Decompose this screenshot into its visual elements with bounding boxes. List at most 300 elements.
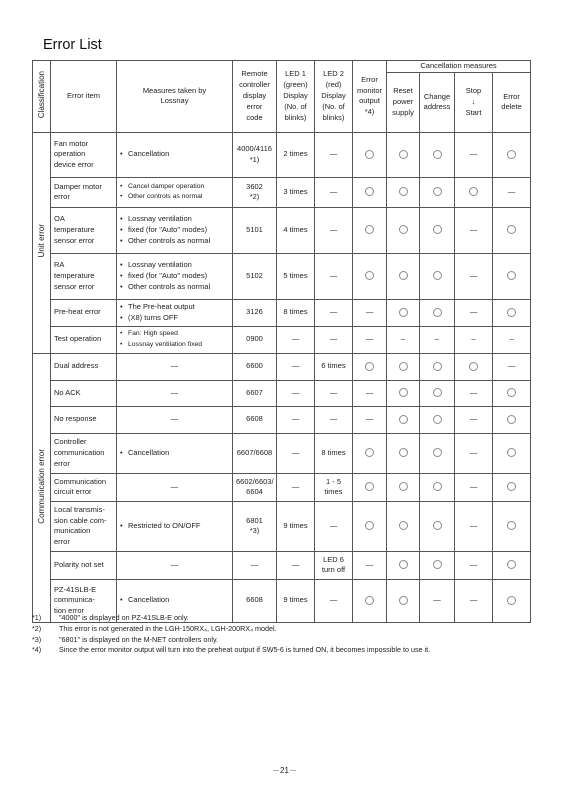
circle-mark-icon [507, 448, 516, 457]
remote-code-cell [233, 132, 277, 177]
dash-mark: — [469, 481, 478, 491]
remote-code-cell [233, 551, 277, 579]
text-line: sensor error [54, 235, 95, 245]
text-line: Pre-heat error [54, 307, 101, 317]
dash-mark: — [170, 387, 179, 397]
error-delete-cell [493, 177, 531, 207]
circle-mark-icon [365, 187, 374, 196]
text-line: communication [54, 447, 105, 457]
measure-item: • (X8) turns OFF [120, 313, 229, 324]
led2-cell: — [315, 406, 353, 433]
text-line: (green) [283, 80, 308, 90]
table-row [33, 253, 531, 299]
reset-power-cell [387, 353, 420, 380]
footnote-key: *1) [32, 613, 42, 622]
circle-mark-icon [433, 448, 442, 457]
error-delete-cell [493, 326, 531, 353]
text-line: code [246, 112, 263, 122]
text-line: blinks) [322, 112, 345, 122]
circle-mark-icon [469, 187, 478, 196]
text-line: blinks) [284, 112, 307, 122]
error-item-cell [51, 551, 117, 579]
dash-mark: — [469, 520, 478, 530]
header-cancellation-measures: Cancellation measures [387, 61, 531, 73]
circle-mark-icon [365, 271, 374, 280]
error-item-cell [51, 299, 117, 326]
text-line: supply [392, 107, 414, 117]
circle-mark-icon [399, 482, 408, 491]
circle-mark-icon [433, 482, 442, 491]
dash-mark: — [507, 361, 516, 371]
text-line: 6801 [246, 515, 263, 525]
circle-mark-icon [433, 271, 442, 280]
error-item-cell [51, 406, 117, 433]
header-led2 [315, 61, 353, 133]
circle-mark-icon [365, 362, 374, 371]
monitor-output-cell [353, 501, 387, 551]
footnotes [32, 613, 542, 656]
measures-cell [117, 501, 233, 551]
measure-item: • fixed (for "Auto" modes) [120, 271, 229, 282]
text-line: Stop [465, 86, 482, 96]
error-item-cell [51, 253, 117, 299]
stop-start-cell [455, 406, 493, 433]
remote-code-cell [233, 353, 277, 380]
classification-cell [33, 132, 51, 353]
text-line: controller [239, 80, 270, 90]
measures-cell [117, 353, 233, 380]
measures-cell [117, 132, 233, 177]
error-delete-cell [493, 353, 531, 380]
led1-cell: 9 times [277, 579, 315, 622]
change-address-cell [420, 353, 455, 380]
footnote [32, 635, 542, 646]
measures-cell [117, 177, 233, 207]
text-line: No response [54, 414, 97, 424]
monitor-output-cell [353, 406, 387, 433]
header-led1 [277, 61, 315, 133]
text-line: Error [503, 91, 520, 101]
circle-mark-icon [507, 521, 516, 530]
remote-code-cell [233, 473, 277, 501]
led2-cell: — [315, 380, 353, 406]
circle-mark-icon [365, 225, 374, 234]
page-number: －21－ [272, 766, 297, 775]
text-line: 6607 [246, 387, 263, 397]
stop-start-cell [455, 132, 493, 177]
led2-cell: — [315, 207, 353, 253]
measures-cell [117, 551, 233, 579]
page-title: Error List [43, 37, 102, 53]
header-change-address [420, 72, 455, 132]
table-row [33, 177, 531, 207]
reset-power-cell [387, 177, 420, 207]
header-error-delete [493, 72, 531, 132]
led1-cell: 3 times [277, 177, 315, 207]
dash-mark: – [471, 334, 476, 344]
monitor-output-cell [353, 551, 387, 579]
measure-item: • Fan: High speed [120, 329, 229, 340]
text-line: temperature [54, 270, 95, 280]
change-address-cell [420, 132, 455, 177]
dash-mark: — [469, 559, 478, 569]
text-line: 5102 [246, 270, 263, 280]
error-item-cell [51, 132, 117, 177]
led1-cell: — [277, 353, 315, 380]
reset-power-cell [387, 380, 420, 406]
header-stop-start [455, 72, 493, 132]
remote-code-cell [233, 380, 277, 406]
circle-mark-icon [399, 308, 408, 317]
table-row [33, 433, 531, 473]
measures-cell [117, 433, 233, 473]
footnote-text: "6801" is displayed on the M-NET controllers only. [59, 634, 219, 644]
circle-mark-icon [399, 362, 408, 371]
text-line: Dual address [54, 361, 99, 371]
remote-code-cell [233, 406, 277, 433]
header-reset-power [387, 72, 420, 132]
text-line: — [250, 559, 259, 569]
text-line: circuit error [54, 487, 92, 497]
dash-mark: — [433, 595, 441, 605]
text-line: Display [321, 91, 346, 100]
led2-cell: — [315, 501, 353, 551]
circle-mark-icon [399, 596, 408, 605]
circle-mark-icon [433, 187, 442, 196]
text-line: 6602/6603/ [236, 476, 274, 486]
text-line: Display [283, 91, 308, 100]
text-line: display [242, 91, 267, 100]
reset-power-cell [387, 253, 420, 299]
text-line: Error [361, 74, 378, 84]
circle-mark-icon [399, 415, 408, 424]
text-line: Start [465, 107, 482, 117]
text-line: Damper motor [54, 181, 102, 191]
circle-mark-icon [433, 150, 442, 159]
text-line: communica- [54, 595, 95, 605]
text-line: 0900 [246, 334, 263, 344]
error-delete-cell [493, 253, 531, 299]
dash-mark: — [365, 559, 374, 569]
monitor-output-cell [353, 177, 387, 207]
measures-cell [117, 207, 233, 253]
led2-cell: — [315, 299, 353, 326]
text-line: 5101 [246, 224, 263, 234]
led2-cell: 1 - 5 times [315, 473, 353, 501]
footnote-key: *4) [32, 645, 42, 655]
stop-start-cell [455, 501, 493, 551]
dash-mark: — [170, 559, 179, 569]
circle-mark-icon [399, 448, 408, 457]
circle-mark-icon [365, 596, 374, 605]
table-row [33, 299, 531, 326]
classification-cell [33, 353, 51, 622]
stop-start-cell [455, 551, 493, 579]
circle-mark-icon [433, 225, 442, 234]
stop-start-cell [455, 299, 493, 326]
led2-cell: LED 6 turn off [315, 551, 353, 579]
classification-label: Unit error [37, 224, 46, 258]
text-line: munication [54, 526, 91, 536]
dash-mark: — [170, 414, 179, 424]
header-classification: Classification [33, 61, 51, 133]
led1-cell: — [277, 433, 315, 473]
change-address-cell [420, 551, 455, 579]
text-line: 6607/6608 [236, 447, 273, 457]
table-row [33, 132, 531, 177]
text-line: ↓ [471, 96, 476, 106]
text-line: error [54, 192, 70, 202]
circle-mark-icon [433, 308, 442, 317]
reset-power-cell [387, 299, 420, 326]
error-delete-cell [493, 132, 531, 177]
dash-mark: — [170, 481, 179, 491]
led2-cell: — [315, 177, 353, 207]
circle-mark-icon [365, 150, 374, 159]
dash-mark: — [469, 447, 478, 457]
header-remote-code [233, 61, 277, 133]
dash-mark: — [469, 414, 478, 424]
measures-cell [117, 380, 233, 406]
measure-item: • Lossnay ventilation [120, 214, 229, 225]
circle-mark-icon [507, 560, 516, 569]
text-line: Remote [241, 69, 268, 79]
text-line: 4000/4116 [237, 144, 272, 153]
measures-cell [117, 326, 233, 353]
change-address-cell [420, 501, 455, 551]
text-line: Fan motor [54, 138, 89, 148]
remote-code-cell [233, 326, 277, 353]
monitor-output-cell [353, 380, 387, 406]
header-measures [117, 61, 233, 133]
stop-start-cell [455, 207, 493, 253]
measure-item: • The Pre-heat output [120, 302, 229, 313]
led1-cell: — [277, 406, 315, 433]
error-item-cell [51, 353, 117, 380]
text-line: Controller [54, 437, 87, 447]
remote-code-cell [233, 207, 277, 253]
circle-mark-icon [399, 388, 408, 397]
change-address-cell [420, 177, 455, 207]
reset-power-cell [387, 406, 420, 433]
measures-cell [117, 299, 233, 326]
classification-label: Communication error [37, 448, 46, 524]
dash-mark: — [365, 334, 374, 344]
circle-mark-icon [433, 415, 442, 424]
measure-item: • Cancellation [120, 595, 229, 606]
measure-item: • Cancellation [120, 149, 229, 160]
text-line: temperature [54, 224, 95, 234]
remote-code-cell [233, 177, 277, 207]
change-address-cell [420, 299, 455, 326]
measure-item: • Lossnay ventilation [120, 260, 229, 271]
led2-cell: 6 times [315, 353, 353, 380]
measures-cell [117, 473, 233, 501]
monitor-output-cell [353, 207, 387, 253]
footnote-text: Since the error monitor output will turn into the preheat output if SW5-6 is turned ON, it becomes impossible to use it. [59, 645, 431, 655]
circle-mark-icon [469, 362, 478, 371]
error-delete-cell [493, 299, 531, 326]
text-line: address [423, 102, 451, 112]
error-item-cell [51, 501, 117, 551]
measures-cell [117, 253, 233, 299]
dash-mark: — [469, 149, 478, 159]
footnote-key: *2) [32, 623, 42, 633]
dash-mark: — [365, 414, 374, 424]
text-line: Reset [393, 86, 413, 96]
circle-mark-icon [507, 271, 516, 280]
text-line: LED 1 [285, 69, 306, 79]
text-line: Communication [54, 476, 107, 486]
measures-list [120, 448, 229, 459]
text-line: OA [54, 214, 65, 224]
footnote-key: *3) [32, 634, 42, 644]
error-delete-cell [493, 207, 531, 253]
led1-cell: 2 times [277, 132, 315, 177]
dash-mark: – [434, 334, 440, 344]
text-line: Lossnay [160, 96, 189, 106]
error-item-cell [51, 207, 117, 253]
change-address-cell [420, 406, 455, 433]
monitor-output-cell [353, 473, 387, 501]
error-delete-cell [493, 473, 531, 501]
table-row [33, 501, 531, 551]
text-line: Local transmis- [54, 504, 105, 514]
circle-mark-icon [507, 308, 516, 317]
remote-code-cell [233, 253, 277, 299]
led1-cell: — [277, 380, 315, 406]
text-line: error [54, 458, 70, 468]
measures-list [120, 182, 229, 203]
text-line: error [54, 537, 70, 547]
text-line: delete [501, 102, 522, 112]
stop-start-cell [455, 433, 493, 473]
monitor-output-cell [353, 326, 387, 353]
measure-item: • Other controls as normal [120, 236, 229, 247]
text-line: *1) [249, 154, 260, 164]
error-delete-cell [493, 406, 531, 433]
led1-cell: 5 times [277, 253, 315, 299]
circle-mark-icon [365, 521, 374, 530]
circle-mark-icon [365, 448, 374, 457]
circle-mark-icon [433, 388, 442, 397]
monitor-output-cell [353, 433, 387, 473]
led2-cell: — [315, 579, 353, 622]
stop-start-cell [455, 473, 493, 501]
measure-item: • Lossnay ventilation fixed [120, 340, 229, 351]
text-line: LED 2 [323, 69, 344, 79]
text-line: 6608 [246, 414, 263, 424]
reset-power-cell [387, 501, 420, 551]
text-line: RA [54, 260, 65, 270]
reset-power-cell [387, 433, 420, 473]
led1-cell: 8 times [277, 299, 315, 326]
remote-code-cell [233, 433, 277, 473]
error-delete-cell [493, 380, 531, 406]
circle-mark-icon [507, 415, 516, 424]
text-line: monitor [356, 85, 382, 95]
dash-mark: – [400, 334, 406, 344]
measures-list [120, 302, 229, 324]
remote-code-cell [233, 501, 277, 551]
error-item-cell [51, 473, 117, 501]
monitor-output-cell [353, 299, 387, 326]
text-line: power [392, 96, 414, 106]
dash-mark: — [469, 270, 478, 280]
circle-mark-icon [507, 225, 516, 234]
dash-mark: — [170, 361, 179, 371]
circle-mark-icon [433, 362, 442, 371]
text-line: output [359, 96, 380, 106]
circle-mark-icon [399, 560, 408, 569]
circle-mark-icon [399, 225, 408, 234]
table-row [33, 473, 531, 501]
measure-item: • Cancellation [120, 448, 229, 459]
text-line: 3126 [246, 307, 263, 317]
led2-cell: — [315, 253, 353, 299]
led1-cell: — [277, 326, 315, 353]
text-line: 3602 [246, 181, 263, 191]
stop-start-cell [455, 253, 493, 299]
measures-list [120, 149, 229, 160]
circle-mark-icon [365, 482, 374, 491]
led2-cell: — [315, 326, 353, 353]
stop-start-cell [455, 177, 493, 207]
dash-mark: — [507, 186, 516, 196]
text-line: 6604 [246, 487, 263, 497]
text-line: Polarity not set [54, 559, 104, 569]
text-line: Measures taken by [142, 85, 207, 95]
measures-cell [117, 406, 233, 433]
stop-start-cell [455, 380, 493, 406]
change-address-cell [420, 253, 455, 299]
error-delete-cell [493, 501, 531, 551]
reset-power-cell [387, 551, 420, 579]
text-line: error [246, 101, 263, 111]
change-address-cell [420, 433, 455, 473]
dash-mark: — [469, 387, 478, 397]
error-item-cell [51, 177, 117, 207]
footnote [32, 624, 542, 635]
dash-mark: – [509, 334, 514, 344]
led2-cell: — [315, 132, 353, 177]
circle-mark-icon [507, 388, 516, 397]
dash-mark: — [365, 387, 374, 397]
text-line: No ACK [54, 387, 81, 397]
table-row [33, 551, 531, 579]
led1-cell: — [277, 551, 315, 579]
text-line: *2) [249, 192, 260, 202]
change-address-cell [420, 326, 455, 353]
led1-cell: — [277, 473, 315, 501]
error-list-table [32, 60, 531, 623]
reset-power-cell [387, 473, 420, 501]
error-delete-cell [493, 551, 531, 579]
dash-mark: — [365, 307, 374, 317]
stop-start-cell [455, 326, 493, 353]
remote-code-cell [233, 299, 277, 326]
table-row [33, 207, 531, 253]
text-line: PZ-41SLB-E [54, 584, 97, 594]
led1-cell: 9 times [277, 501, 315, 551]
text-line: *4) [364, 107, 375, 117]
led2-cell: 8 times [315, 433, 353, 473]
text-line: *3) [249, 526, 260, 536]
led1-cell: 4 times [277, 207, 315, 253]
error-item-cell [51, 433, 117, 473]
circle-mark-icon [399, 150, 408, 159]
text-line: tion error [54, 606, 85, 616]
